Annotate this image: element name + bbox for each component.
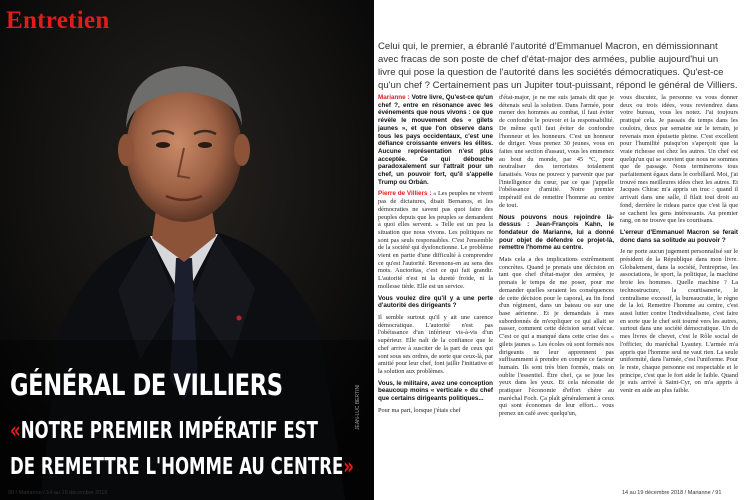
article-column-3: [620, 94, 738, 399]
section-title: Entretien: [6, 7, 110, 34]
answer-4: Mais cela a des implications extrêmement concrètes. Quand je prenais une décision en tant que chef d'état-major des armées, je prenais le temps de me poser, pour me demander quelles seraient les conséquences de cette décision pour le caporal, au fin fond d'un régiment, dans un bateau ou sur une base aérienne. Et je demandais à mes subordonnés de m'expliquer ce qui allait se passer, comment cette décision serait vécue. C'est ce qui a manqué dans cette crise des « gilets jaunes ». Les écoles où sont formés nos dirigeants ne leur apprennent pas suffisamment à prendre en compte ce facteur humain. Ils sont très bien formés, mais on oublie l'essentiel. Être chef, ça se joue les yeux dans les yeux. Et cela nécessite de pratiquer l'économie d'effort chère au maréchal Foch. Ça plaît généralement à ceux qui sont économes de leur effort... vous prenez un café avec quelqu'un,: [499, 256, 614, 418]
photo-credit: JEAN-LUC BERTINI: [355, 384, 361, 430]
answer-4-continued: vous discutez, la personne va vous donner deux ou trois idées, vous reviendrez dans votre bureau, vous les notez. J'ai toujours pratiqué cela. Je passais du temps dans les couloirs, deux par semaine sur le terrain, je revenais mon épuisette pleine. C'est excellent pour l'humilité puisqu'on s'aperçoit que la vraie richesse est chez les autres. Un chef est quelqu'un qui se souvient que nous ne sommes que de passage. Nous terminerons tous parfaitement égaux dans le corbillard. Moi, j'ai trouvé mes meilleures idées chez les autres. Et Jacques Chirac m'a appris un truc : quand il arrivait dans une salle, il filait tout droit au fond, derrière le rideau parce que c'est là que se cachent les gens intéressants. Au premier rang, on ne trouve que les courtisans.: [620, 94, 738, 225]
article-column-2: [499, 94, 614, 422]
answer-3-continued: d'état-major, je ne me suis jamais dit que je détenais seul la solution. Dans l'armée, pour mener des hommes au combat, il faut éviter de confondre le pouvoir et la responsabilité. De même qu'il faut éviter de confondre l'honneur et les honneurs. C'est un honneur de diriger. Vous prenez 30 jeunes, vous en faites une section d'assaut, vous les emmenez au bout du monde, par 45 °C, pour neutraliser des terroristes totalement fanatisés. Vous ne pouvez y parvenir que par l'intelligence du cœur, par ce que j'appelle l'obéissance d'amitié. Notre premier impératif est de remettre l'homme au centre de tout.: [499, 94, 614, 209]
folio-right: 14 au 19 décembre 2018 / Marianne / 91: [622, 490, 722, 496]
question-1: Marianne : Votre livre, Qu'est-ce qu'un chef ?, entre en résonance avec les événements que nous vivons : ce que révèle le mouvement des « gilets jaunes », et que l'on observe dans tous les pays occidentaux, c'est une défiance croissante envers les élites. Aucune représentation n'est plus acceptée. Ce qui débouche paradoxalement sur l'attrait pour un chef, un pouvoir fort, qu'il s'appelle Trump ou Orbán.: [378, 94, 494, 186]
article-intro: Celui qui, le premier, a ébranlé l'autorité d'Emmanuel Macron, en démissionnant avec fracas de son poste de chef d'état-major des armées, publie aujourd'hui un livre qui pose la question de l'autorité dans les sociétés démocratiques. Qu'est-ce qu'un chef ? Certainement pas un Jupiter tout-puissant, répond le général de Villiers.: [378, 41, 738, 91]
headline-quote-line1: [10, 418, 318, 444]
question-4: Nous pouvons nous rejoindre là-dessus : Jean-François Kahn, le fondateur de Marianne, lui a donné pour objet de défendre ce projet-là, remettre l'homme au centre.: [499, 213, 614, 252]
question-5: L'erreur d'Emmanuel Macron se ferait donc dans sa solitude au pouvoir ?: [620, 228, 738, 244]
question-3: Vous, le militaire, avez une conception beaucoup moins « verticale » du chef que certains dirigeants politiques...: [378, 379, 494, 403]
answer-1: Pierre de Villiers : « Les peuples ne vivent pas de dictatures, disait Bernanos, et les démocraties ne savent pas quoi faire des peuples depuis que les peuples se demandent à quoi elles servent. » Telle est un peu la situation que nous vivons. Les politiques ne sont pas seuls responsables. C'est l'ensemble de la société qui dysfonctionne. Le problème vient en partie d'une difficulté à comprendre ce qu'est l'autorité. Revenons-en au sens des mots. Auctoritas, c'est ce qui fait grandir. L'autorité n'est ni la dureté froide, ni la mollesse tiède. Elle est un service.: [378, 190, 493, 290]
quote-text-1: NOTRE PREMIER IMPÉRATIF EST: [20, 418, 318, 444]
answer-5: Je ne porte aucun jugement personnalisé sur le président de la République dans mon livre. Globalement, dans la société, l'entreprise, les associations, le sport, la politique, la machine broie les hommes. Quelle machine ? La technostructure, la courtisanerie, le centralisme excessif, la bureaucratie, le règne de la loi. Remettre l'homme au centre, c'est aussi lutter contre l'individualisme, c'est faire en sorte que le chef soit tourné vers les autres, surtout dans une société démocratique. Un de mes livres de chevet, c'est le Rôle social de l'officier, du maréchal Lyautey. L'armée m'a appris que l'homme seul ne vaut rien. La seule uniformité, dans l'armée, c'est l'uniforme. Pour le reste, chaque personne est respectable et le principe, c'est que le fort aide le faible. Quand je suis arrivé à Saint-Cyr, on m'a appris à venir en aide au plus faible.: [620, 248, 738, 395]
quote-close-mark: »: [343, 454, 354, 480]
answer-3: Pour ma part, lorsque j'étais chef: [378, 406, 461, 414]
question-2: Vous voulez dire qu'il y a une perte d'autorité des dirigeants ?: [378, 294, 493, 310]
quote-open-mark: «: [10, 418, 21, 444]
quote-text-2: DE REMETTRE L'HOMME AU CENTRE: [10, 454, 344, 480]
folio-left: 90 / Marianne / 14 au 19 décembre 2018: [8, 490, 108, 496]
answer-2: Il semble surtout qu'il y ait une carence démocratique. L'autorité n'est pas l'obéissance d'un inférieur vis-à-vis d'un supérieur. Elle naît de la confiance que le chef arrive à susciter de la part de ceux qui sont sous ses ordres, de sorte que ceux-là, par amitié pour leur chef, font jaillir l'initiative et la solution aux problèmes.: [378, 313, 493, 375]
headline-name: GÉNÉRAL DE VILLIERS: [10, 368, 283, 402]
article-column-1: [378, 94, 493, 418]
headline-quote-line2: [10, 454, 354, 480]
